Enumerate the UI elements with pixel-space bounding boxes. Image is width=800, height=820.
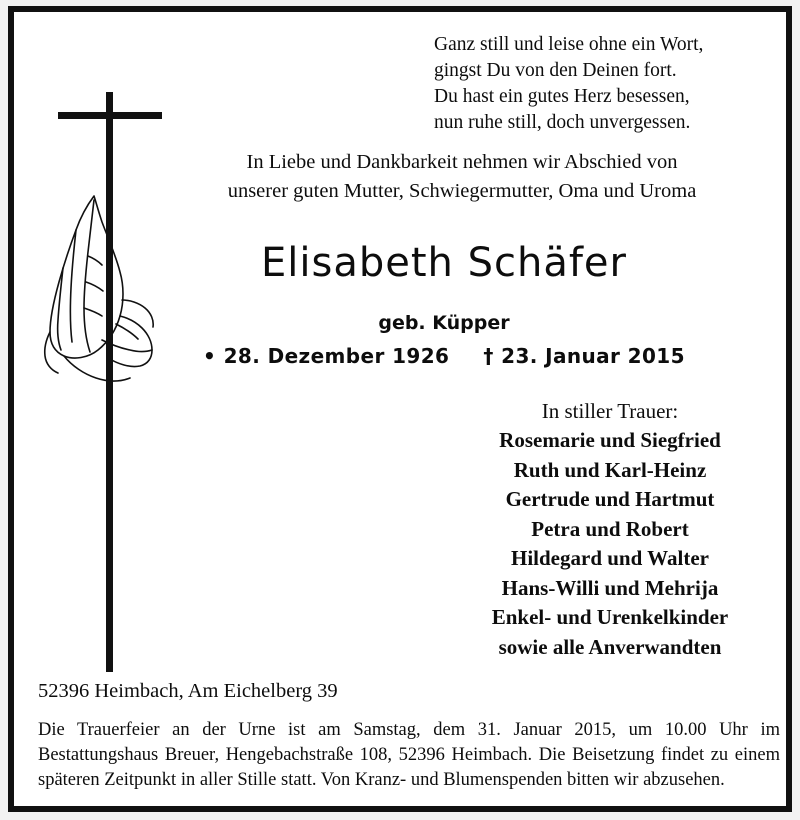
mourner-item: Petra und Robert <box>531 516 689 541</box>
mourner-item: sowie alle Anverwandten <box>498 634 722 659</box>
life-dates <box>114 344 774 368</box>
deceased-maiden-name: geb. Küpper <box>378 312 510 334</box>
mourner-item: Ruth und Karl-Heinz <box>513 457 707 482</box>
death-date: † 23. Januar 2015 <box>483 344 685 368</box>
funeral-notice: Die Trauerfeier an der Urne ist am Samstag, dem 31. Januar 2015, um 10.00 Uhr im Bestattungshaus Breuer, Hengebachstraße 108, 52396 Heimbach. Die Beisetzung findet zu einem späteren Zeitpunkt in aller Stille statt. Von Kranz- und Blumenspenden bitten wir abzusehen. <box>38 720 780 790</box>
mourner-item: Hans-Willi und Mehrija <box>501 575 719 600</box>
mourners-title: In stiller Trauer: <box>541 399 679 423</box>
poem-line-4: nun ruhe still, doch unvergessen. <box>434 112 691 133</box>
mourners-block <box>430 396 787 662</box>
dedication-line-1: In Liebe und Dankbarkeit nehmen wir Abschied von <box>246 151 678 173</box>
deceased-name: Elisabeth Schäfer <box>261 240 627 286</box>
mourner-item: Gertrude und Hartmut <box>505 487 715 511</box>
poem-block <box>434 32 784 136</box>
mourner-item: Enkel- und Urenkelkinder <box>491 605 729 629</box>
mourner-item: Rosemarie und Siegfried <box>499 428 721 452</box>
obituary-outer-frame <box>8 6 792 812</box>
mourner-item: Hildegard und Walter <box>511 546 709 570</box>
cross-icon-horizontal-bar <box>58 112 162 119</box>
poem-line-3: Du hast ein gutes Herz besessen, <box>434 86 690 107</box>
birth-date: • 28. Dezember 1926 <box>203 344 450 368</box>
obituary-inner-frame <box>13 11 787 807</box>
address-line: 52396 Heimbach, Am Eichelberg 39 <box>38 680 338 702</box>
dedication-block <box>122 148 787 206</box>
poem-line-2: gingst Du von den Deinen fort. <box>434 60 677 81</box>
mourners-list <box>430 426 787 662</box>
poem-line-1: Ganz still und leise ohne ein Wort, <box>434 34 704 55</box>
dedication-line-2: unserer guten Mutter, Schwiegermutter, Oma und Uroma <box>227 180 697 202</box>
